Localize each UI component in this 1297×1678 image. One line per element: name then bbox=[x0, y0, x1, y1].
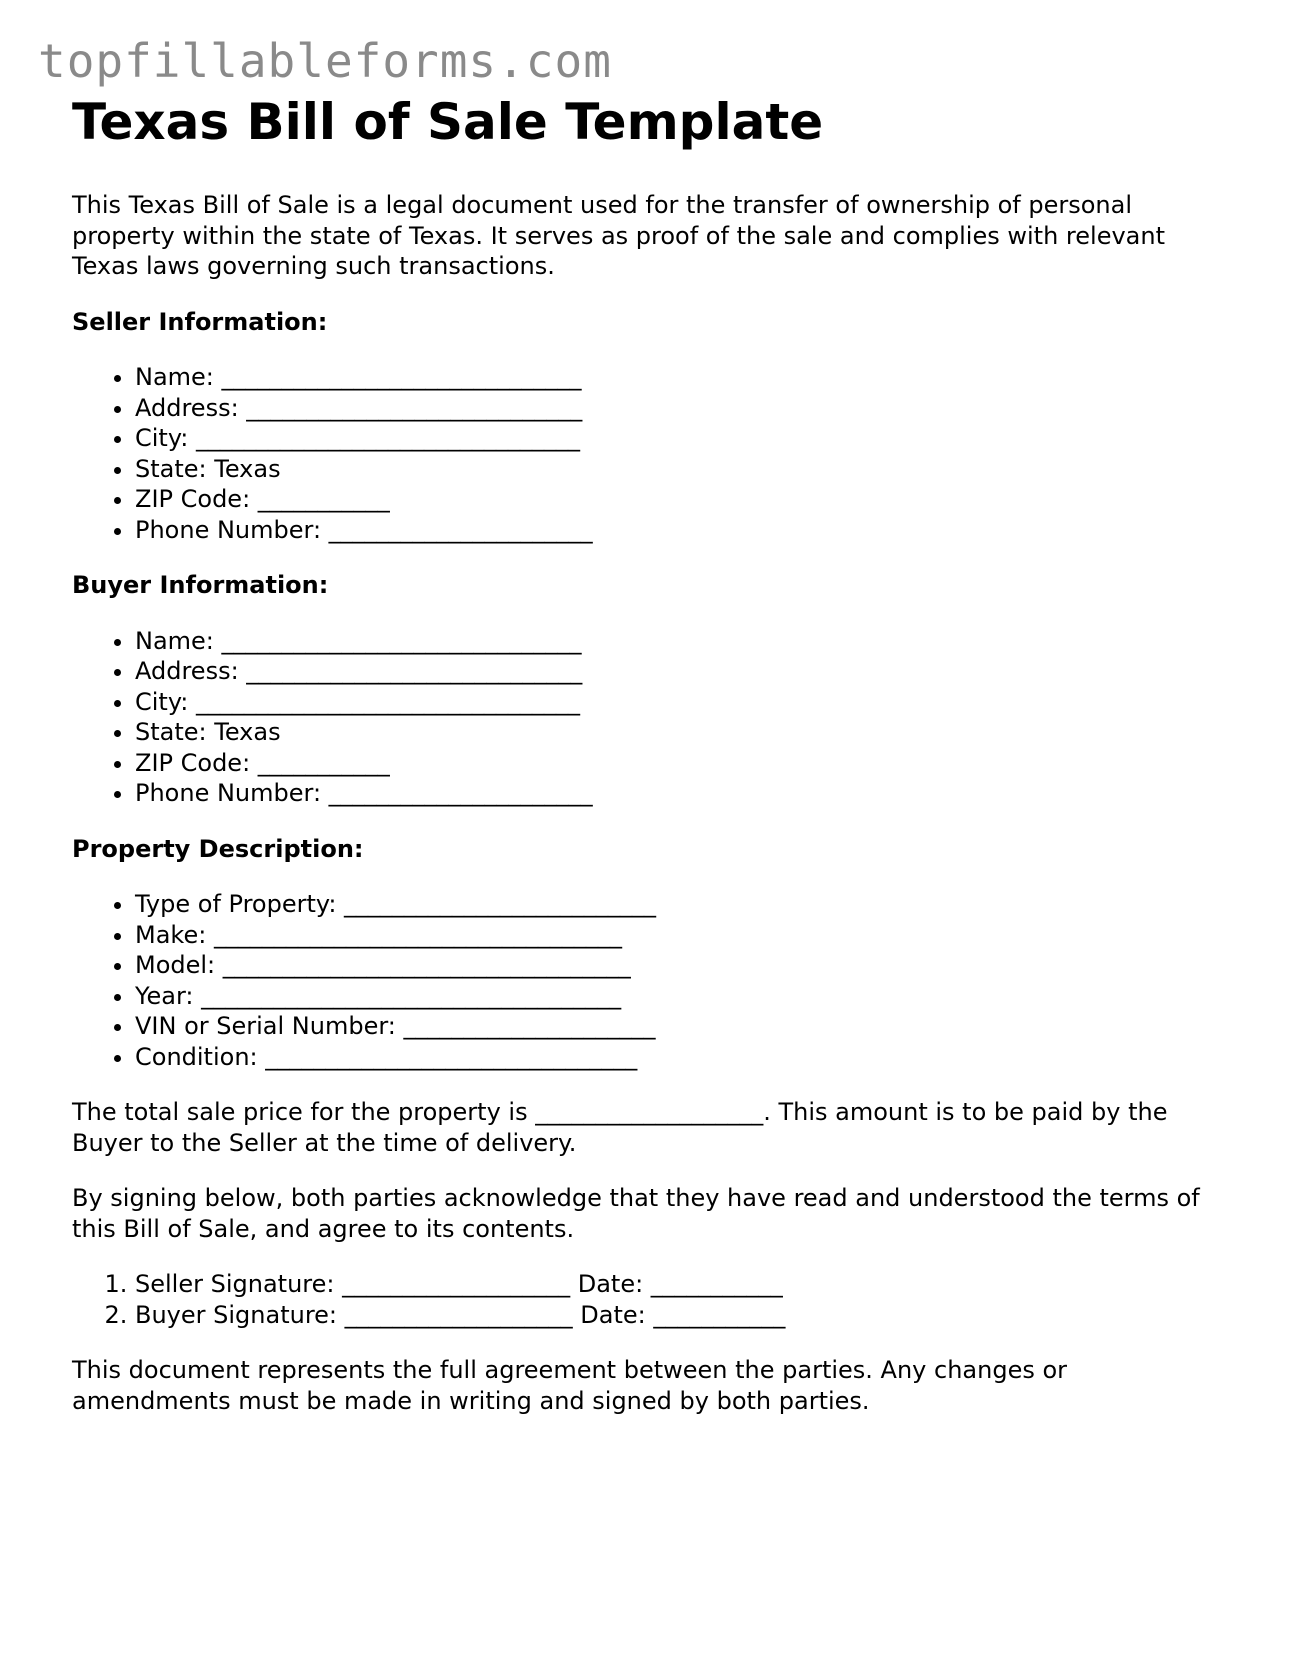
property-vin-field: • VIN or Serial Number: _____________________ bbox=[135, 1011, 1232, 1042]
seller-city-field: • City: ________________________________ bbox=[135, 423, 1232, 454]
seller-state-field: • State: Texas bbox=[135, 454, 1232, 485]
seller-address-field: • Address: ____________________________ bbox=[135, 393, 1232, 424]
buyer-address-field: • Address: ____________________________ bbox=[135, 656, 1232, 687]
buyer-heading: Buyer Information: bbox=[72, 571, 329, 599]
property-year-field: • Year: ___________________________________ bbox=[135, 981, 1232, 1012]
document-page bbox=[72, 92, 1232, 1416]
property-condition-field: • Condition: _______________________________ bbox=[135, 1042, 1232, 1073]
watermark: topfillableforms.com bbox=[38, 34, 612, 88]
sale-price-paragraph: The total sale price for the property is ___________________. This amount is to be paid by the Buyer to the Seller at the time of delivery. bbox=[72, 1098, 1168, 1157]
buyer-name-field: • Name: ______________________________ bbox=[135, 626, 1232, 657]
buyer-city-field: • City: ________________________________ bbox=[135, 687, 1232, 718]
property-type-field: • Type of Property: __________________________ bbox=[135, 889, 1232, 920]
buyer-info-list bbox=[72, 626, 1232, 809]
property-model-field: • Model: __________________________________ bbox=[135, 950, 1232, 981]
seller-signature-line: 1. Seller Signature: ___________________ Date: ___________ bbox=[135, 1269, 1232, 1300]
seller-heading: Seller Information: bbox=[72, 307, 328, 336]
acknowledgement-paragraph: By signing below, both parties acknowledge that they have read and understood the terms of this Bill of Sale, and agree to its contents. bbox=[72, 1184, 1200, 1243]
buyer-state-field: • State: Texas bbox=[135, 717, 1232, 748]
seller-info-list bbox=[72, 362, 1232, 545]
intro-paragraph: This Texas Bill of Sale is a legal document used for the transfer of ownership of personal property within the state of Texas. It serves as proof of the sale and complies with relevant Texas laws governing such transactions. bbox=[72, 191, 1165, 280]
seller-name-field: • Name: ______________________________ bbox=[135, 362, 1232, 393]
document-title: Texas Bill of Sale Template bbox=[72, 93, 824, 151]
buyer-zip-field: • ZIP Code: ___________ bbox=[135, 748, 1232, 779]
seller-phone-field: • Phone Number: ______________________ bbox=[135, 515, 1232, 546]
buyer-signature-line: 2. Buyer Signature: ___________________ Date: ___________ bbox=[135, 1300, 1232, 1331]
closing-paragraph: This document represents the full agreement between the parties. Any changes or amendments must be made in writing and signed by both parties. bbox=[72, 1356, 1068, 1415]
signature-list bbox=[72, 1269, 1232, 1330]
property-make-field: • Make: __________________________________ bbox=[135, 920, 1232, 951]
property-info-list bbox=[72, 889, 1232, 1072]
property-heading: Property Description: bbox=[72, 834, 364, 863]
seller-zip-field: • ZIP Code: ___________ bbox=[135, 484, 1232, 515]
buyer-phone-field: • Phone Number: ______________________ bbox=[135, 778, 1232, 809]
